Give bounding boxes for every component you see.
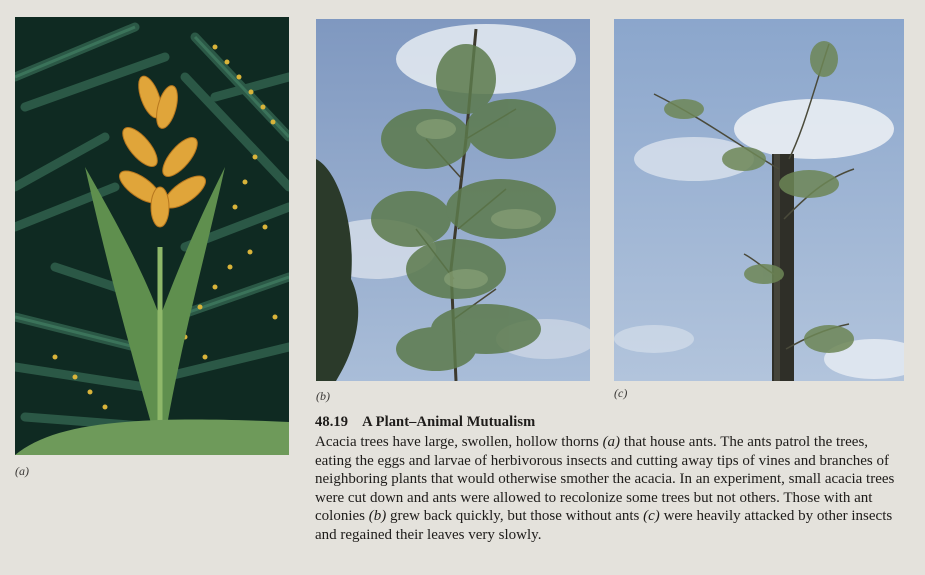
- figure-title: A Plant–Animal Mutualism: [362, 414, 536, 430]
- caption-text-2: that house ants. The ants patrol the trees, eating the eggs and larvae of herbivorous insects and cutting away tips of vines and branches of neighboring plants that would otherwise smother the acacia. In an experiment, small acacia trees were cut down and ants were allowed to recolonize some trees but not others. Those with ant colonies: [315, 434, 895, 525]
- caption-text-1: Acacia trees have large, swollen, hollow thorns: [315, 434, 603, 450]
- panel-label-a: (a): [15, 464, 29, 478]
- figure-number: 48.19: [315, 414, 349, 430]
- photo-c-acacia-without-ants: [614, 19, 904, 381]
- figure-caption: [315, 414, 900, 545]
- acacia-with-ants-image: [316, 19, 590, 381]
- caption-ref-b: (b): [368, 508, 387, 525]
- caption-ref-a: (a): [602, 434, 621, 450]
- caption-text-4: were heavily attacked by other insects and regained their leaves very slowly.: [315, 508, 893, 543]
- photo-b-acacia-with-ants: [316, 19, 590, 381]
- acacia-thorns-image: [15, 17, 289, 455]
- photo-a-acacia-thorns: [15, 17, 289, 455]
- caption-body: [315, 433, 900, 545]
- panel-label-c: (c): [614, 386, 628, 400]
- caption-ref-c: (c): [643, 508, 660, 525]
- acacia-without-ants-image: [614, 19, 904, 381]
- panel-label-b: (b): [316, 389, 330, 403]
- caption-heading: [315, 414, 900, 431]
- caption-text-3: grew back quickly, but those without ants: [386, 508, 644, 525]
